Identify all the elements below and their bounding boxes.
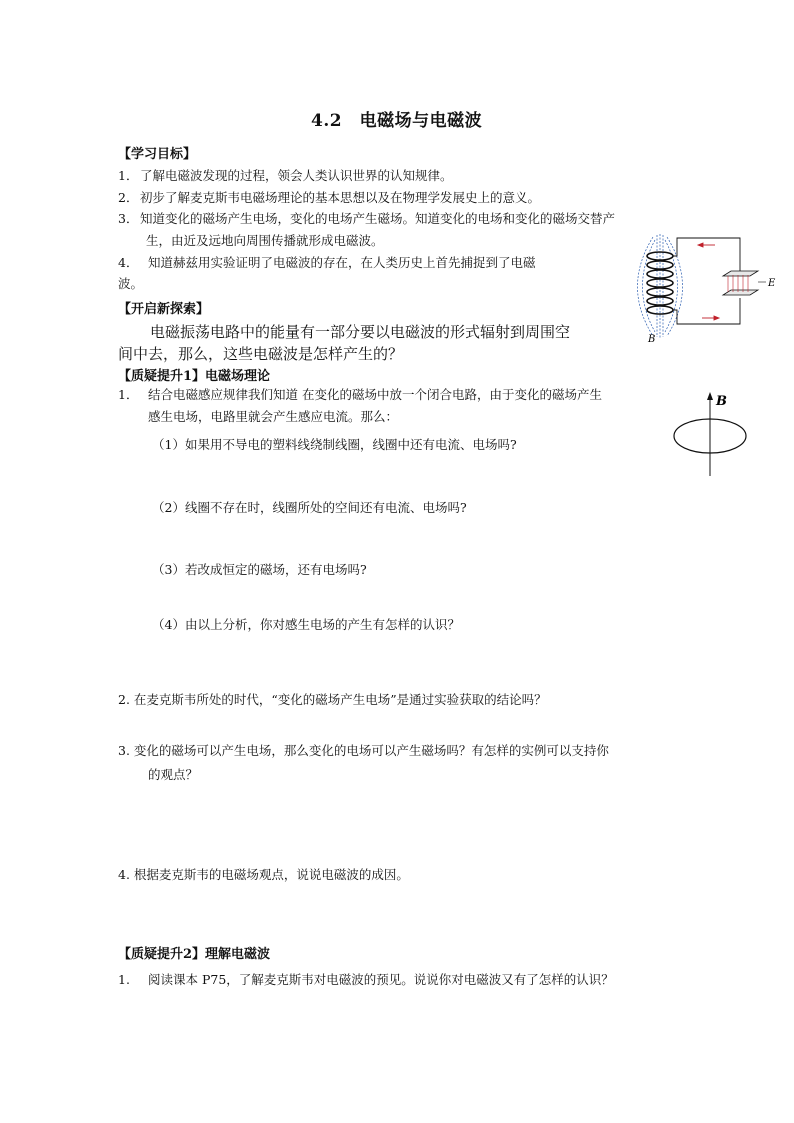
question-num: 1． bbox=[118, 387, 139, 402]
loop-figure bbox=[668, 388, 758, 480]
label-b: B bbox=[648, 334, 656, 344]
section1-q1 bbox=[118, 385, 602, 403]
objective-item-2 bbox=[118, 188, 540, 206]
objective-text: 知道赫兹用实验证明了电磁波的存在，在人类历史上首先捕捉到了电磁 bbox=[148, 255, 536, 270]
objective-text: 初步了解麦克斯韦电磁场理论的基本思想以及在物理学发展史上的意义。 bbox=[140, 190, 541, 205]
sub-question-2: （2）线圈不存在时，线圈所处的空间还有电流、电场吗? bbox=[152, 500, 467, 515]
objectives-heading: 【学习目标】 bbox=[118, 147, 197, 162]
objective-item-3-cont: 生，由近及远地向周围传播就形成电磁波。 bbox=[146, 233, 384, 248]
question-text: 阅读课本 P75，了解麦克斯韦对电磁波的预见。说说你对电磁波又有了怎样的认识？ bbox=[148, 972, 614, 987]
page-title: 4.2 电磁场与电磁波 bbox=[311, 111, 483, 131]
section1-q3-cont: 的观点？ bbox=[148, 767, 199, 782]
label-b: B bbox=[716, 394, 727, 409]
sub-question-1: （1）如果用不导电的塑料线绕制线圈，线圈中还有电流、电场吗? bbox=[152, 437, 517, 452]
section1-heading: 【质疑提升1】电磁场理论 bbox=[118, 369, 271, 384]
question-text: 结合电磁感应规律我们知道 在变化的磁场中放一个闭合电路，由于变化的磁场产生 bbox=[148, 387, 602, 402]
explore-heading: 【开启新探索】 bbox=[118, 302, 210, 317]
objective-item-1 bbox=[118, 166, 453, 184]
objective-item-3 bbox=[118, 209, 615, 227]
objective-text: 了解电磁波发现的过程，领会人类认识世界的认知规律。 bbox=[140, 168, 453, 183]
arrow-up-icon bbox=[707, 392, 713, 400]
objective-text: 知道变化的磁场产生电场，变化的电场产生磁场。知道变化的电场和变化的磁场交替产 bbox=[140, 211, 616, 226]
circuit-wire bbox=[673, 238, 740, 324]
objective-num: 3． bbox=[118, 211, 139, 226]
sub-question-3: （3）若改成恒定的磁场，还有电场吗? bbox=[152, 562, 367, 577]
objective-item-4 bbox=[118, 253, 536, 271]
section1-q1-cont: 感生电场，电路里就会产生感应电流。那么： bbox=[148, 409, 399, 424]
capacitor bbox=[723, 271, 766, 295]
sub-question-4: （4）由以上分析，你对感生电场的产生有怎样的认识？ bbox=[152, 617, 460, 632]
objective-num: 4． bbox=[118, 255, 139, 270]
section1-q3: 3. 变化的磁场可以产生电场，那么变化的电场可以产生磁场吗？有怎样的实例可以支持你 bbox=[118, 743, 609, 758]
explore-line-2: 间中去，那么，这些电磁波是怎样产生的？ bbox=[118, 345, 404, 363]
section2-q1 bbox=[118, 970, 614, 988]
section1-q4: 4. 根据麦克斯韦的电磁场观点，说说电磁波的成因。 bbox=[118, 867, 409, 882]
magnetic-field-lines bbox=[638, 234, 683, 338]
label-e: E bbox=[768, 278, 776, 289]
explore-line-1: 电磁振荡电路中的能量有一部分要以电磁波的形式辐射到周围空 bbox=[150, 323, 571, 341]
objective-item-4-cont: 波。 bbox=[118, 276, 144, 291]
section1-q2: 2. 在麦克斯韦所处的时代，“变化的磁场产生电场”是通过实验获取的结论吗？ bbox=[118, 692, 547, 707]
current-arrow bbox=[698, 243, 719, 320]
objective-num: 2． bbox=[118, 190, 139, 205]
question-num: 1. bbox=[118, 972, 130, 987]
section2-heading: 【质疑提升2】理解电磁波 bbox=[118, 947, 271, 962]
coil-circuit-figure bbox=[620, 232, 785, 344]
objective-num: 1． bbox=[118, 168, 139, 183]
